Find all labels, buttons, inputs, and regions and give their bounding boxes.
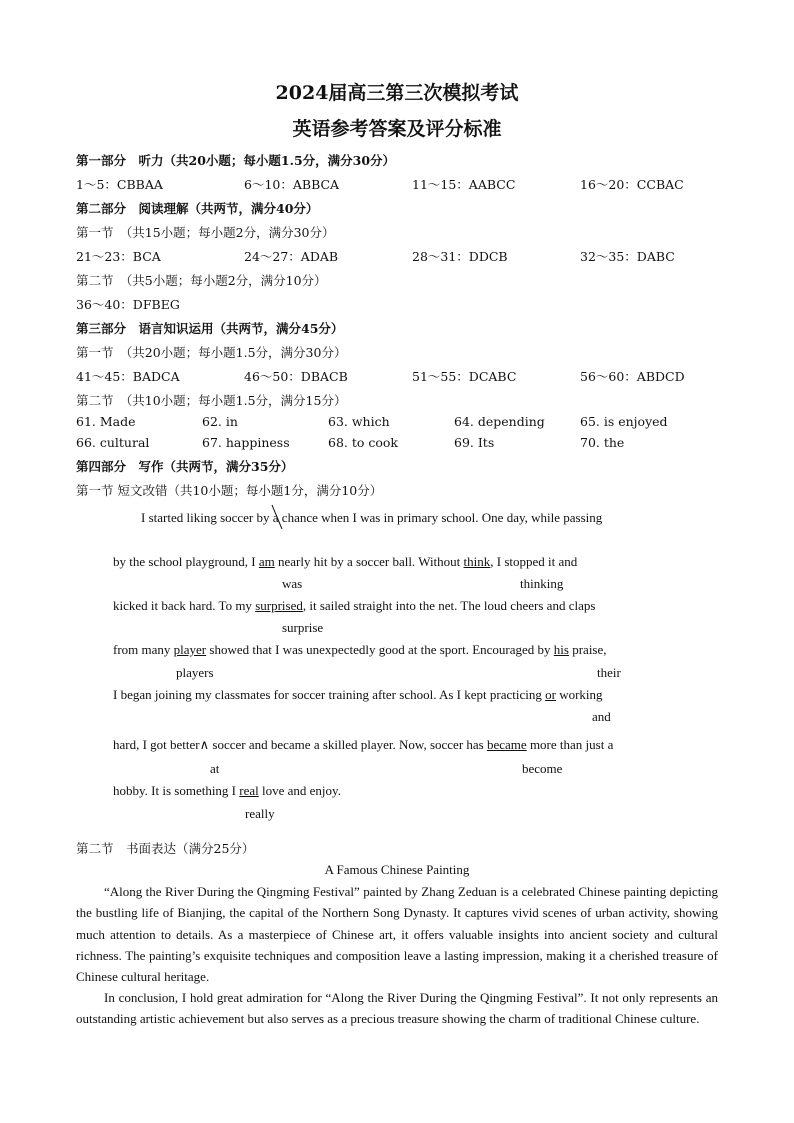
- passage-text: working: [555, 687, 603, 702]
- document-title: 2024届高三第三次模拟考试: [275, 82, 519, 104]
- passage-text: showed that I was unexpectedly good at the sport. Encouraged by: [206, 642, 554, 657]
- passage-text: chance when I was in primary school. One day, while passing: [278, 510, 603, 525]
- insertion-caret-icon: ∧: [199, 737, 210, 752]
- grammar-answer: 66. cultural: [76, 435, 150, 450]
- error-word: surprised: [255, 598, 303, 613]
- grammar-answer: 63. which: [328, 414, 390, 429]
- passage-text: , it sailed straight into the net. The loud cheers and claps: [302, 598, 596, 613]
- passage-text: by the school playground, I: [113, 554, 259, 569]
- answer-group: 51～55：DCABC: [412, 369, 517, 384]
- answer-group: 24～27：ADAB: [244, 249, 339, 264]
- correction-word: surprise: [282, 620, 324, 635]
- passage-text: kicked it back hard. To my: [113, 598, 256, 613]
- delete-slash-mark: [270, 504, 284, 530]
- passage-text: nearly hit by a soccer ball. Without: [274, 554, 464, 569]
- deleted-word: [273, 510, 279, 525]
- part3-sec2-header: 第二节 （共10小题；每小题1.5分，满分15分）: [76, 393, 347, 408]
- error-word: am: [258, 554, 275, 569]
- grammar-answer: 70. the: [580, 435, 625, 450]
- correction-word: and: [592, 709, 611, 724]
- document-subtitle: 英语参考答案及评分标准: [292, 118, 502, 140]
- answer-group: 11～15：AABCC: [412, 177, 516, 192]
- part4-header: 第四部分 写作（共两节，满分35分）: [76, 459, 294, 474]
- error-word: became: [486, 737, 527, 752]
- essay-title: A Famous Chinese Painting: [324, 862, 470, 877]
- part2-header: 第二部分 阅读理解（共两节，满分40分）: [76, 201, 319, 216]
- grammar-answer: 61. Made: [76, 414, 136, 429]
- error-word: or: [545, 687, 556, 702]
- answer-group: 36～40：DFBEG: [76, 297, 180, 312]
- correction-line-1: [141, 510, 602, 526]
- correction-line-6: [113, 737, 613, 753]
- error-word: real: [239, 783, 259, 798]
- answer-group: 6～10：ABBCA: [244, 177, 340, 192]
- answer-group: 46～50：DBACB: [244, 369, 348, 384]
- correction-word: was: [282, 576, 303, 591]
- part3-sec1-header: 第一节 （共20小题；每小题1.5分，满分30分）: [76, 345, 347, 360]
- essay-paragraph: “Along the River During the Qingming Festival” painted by Zhang Zeduan is a celebrated Chinese painting depicting the bustling life of Bianjing, the capital of the Northern Song Dynasty. It captures vivid scenes of urban activity, showing much attention to details. As a masterpiece of Chinese art, it offers valuable insights into ancient society and cultural richness. The painting’s exquisite techniques and composition leave a lasting impression, making it a cherished treasure of Chinese cultural heritage.: [76, 884, 718, 985]
- correction-line-5: [113, 687, 603, 703]
- passage-text: , I stopped it and: [490, 554, 578, 569]
- passage-text: hobby. It is something I: [113, 783, 240, 798]
- part4-sec2-header: 第二节 书面表达（满分25分）: [76, 841, 255, 856]
- answer-group: 21～23：BCA: [76, 249, 161, 264]
- answer-group: 56～60：ABDCD: [580, 369, 685, 384]
- grammar-answer: 68. to cook: [328, 435, 399, 450]
- answer-group: 1～5：CBBAA: [76, 177, 163, 192]
- part1-header: 第一部分 听力（共20小题；每小题1.5分，满分30分）: [76, 153, 396, 168]
- answer-group: 41～45：BADCA: [76, 369, 180, 384]
- passage-text: love and enjoy.: [258, 783, 341, 798]
- error-word: think: [463, 554, 491, 569]
- passage-text: a: [272, 510, 279, 525]
- correction-word: thinking: [520, 576, 564, 591]
- grammar-answer: 62. in: [202, 414, 238, 429]
- part4-sec1-header: 第一节 短文改错（共10小题；每小题1分，满分10分）: [76, 483, 383, 498]
- passage-text: more than just a: [526, 737, 614, 752]
- answer-group: 32～35：DABC: [580, 249, 675, 264]
- correction-line-4: [113, 642, 607, 658]
- correction-word: players: [176, 665, 214, 680]
- passage-text: I began joining my classmates for soccer training after school. As I kept practicing: [113, 687, 546, 702]
- passage-text: from many: [113, 642, 174, 657]
- answer-group: 28～31：DDCB: [412, 249, 508, 264]
- grammar-answer: 64. depending: [454, 414, 545, 429]
- correction-word: become: [522, 761, 563, 776]
- passage-text: hard, I got better: [113, 737, 200, 752]
- passage-text: I started liking soccer by: [141, 510, 273, 525]
- error-word: player: [173, 642, 207, 657]
- grammar-answer: 69. Its: [454, 435, 495, 450]
- part2-sec1-header: 第一节 （共15小题；每小题2分，满分30分）: [76, 225, 335, 240]
- part3-header: 第三部分 语言知识运用（共两节，满分45分）: [76, 321, 344, 336]
- grammar-answer: 67. happiness: [202, 435, 290, 450]
- correction-line-2: [113, 554, 577, 570]
- correction-word: their: [597, 665, 621, 680]
- correction-line-7: [113, 783, 341, 799]
- essay-paragraph: In conclusion, I hold great admiration for “Along the River During the Qingming Festival”. It not only represents an outstanding artistic achievement but also serves as a precious treasure showing the charm of traditional Chinese culture.: [76, 990, 718, 1027]
- grammar-answer: 65. is enjoyed: [580, 414, 668, 429]
- answer-group: 16～20：CCBAC: [580, 177, 684, 192]
- error-word: his: [553, 642, 569, 657]
- passage-text: praise,: [568, 642, 607, 657]
- part2-sec2-header: 第二节 （共5小题；每小题2分，满分10分）: [76, 273, 327, 288]
- correction-line-3: [113, 598, 595, 614]
- correction-word: at: [210, 761, 220, 776]
- correction-word: really: [245, 806, 275, 821]
- passage-text: soccer and became a skilled player. Now, soccer has: [209, 737, 487, 752]
